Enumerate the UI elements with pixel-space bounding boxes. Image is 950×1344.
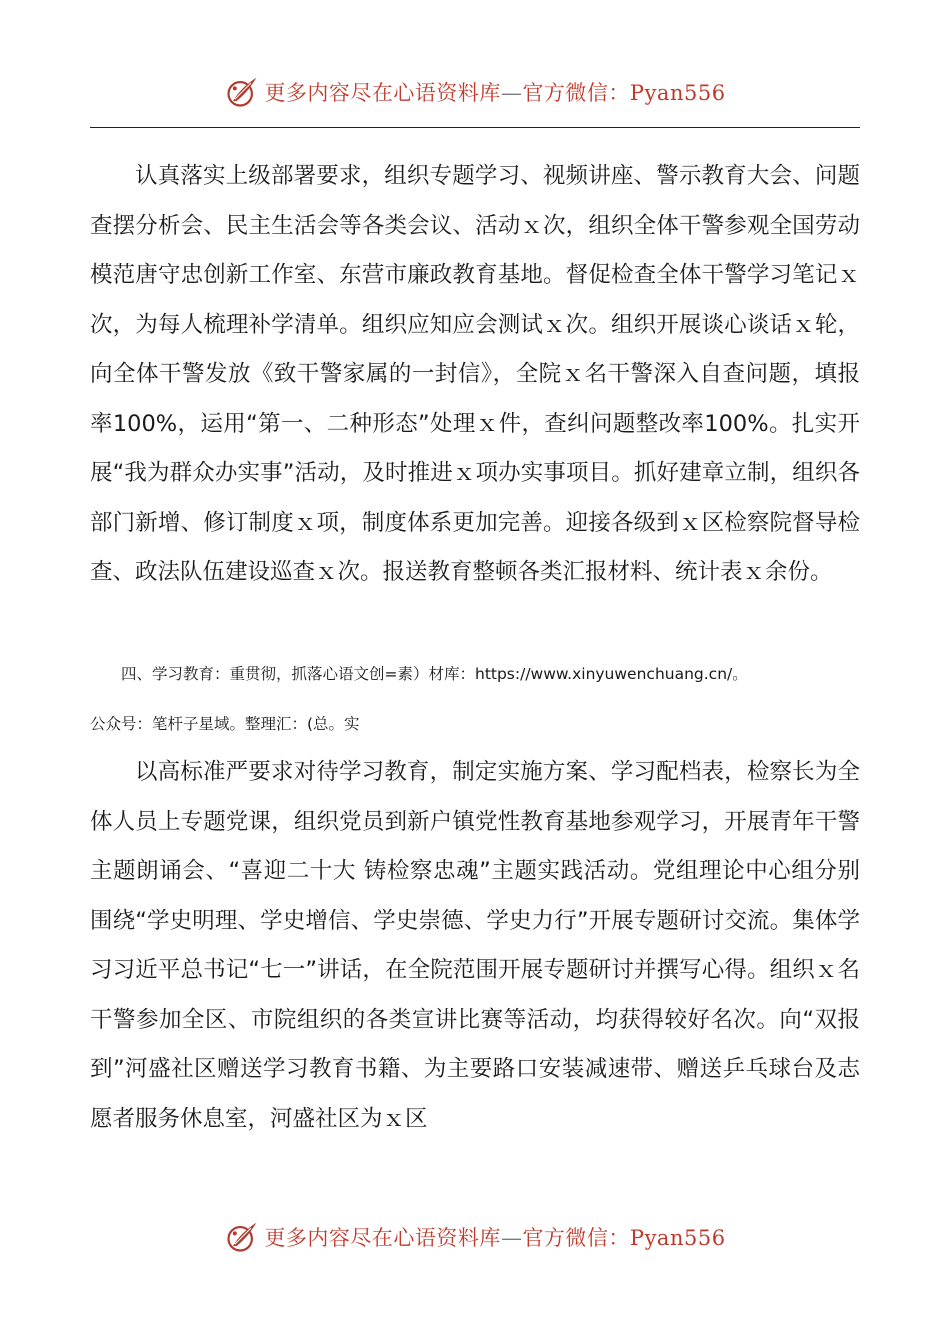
quill-logo-icon (224, 1219, 260, 1255)
header-banner (0, 72, 950, 112)
section-note-line-2: 公众号：笔杆子星域。整理汇：(总。实 (90, 715, 360, 733)
header-banner-text: 更多内容尽在心语资料库—官方微信：Pyan556 (264, 81, 726, 105)
body-paragraph-1: 认真落实上级部署要求，组织专题学习、视频讲座、警示教育大会、问题查摆分析会、民主生活会等各类会议、活动ｘ次，组织全体干警参观全国劳动模范唐守忠创新工作室、东营市廉政教育基地。督促检查全体干警学习笔记ｘ次，为每人梳理补学清单。组织应知应会测试ｘ次。组织开展谈心谈话ｘ轮，向全体干警发放《致干警家属的一封信》，全院ｘ名干警深入自查问题，填报率100%，运用“第一、二种形态”处理ｘ件，查纠问题整改率100%。扎实开展“我为群众办实事”活动，及时推进ｘ项办实事项目。抓好建章立制，组织各部门新增、修订制度ｘ项，制度体系更加完善。迎接各级到ｘ区检察院督导检查、政法队伍建设巡查ｘ次。报送教育整顿各类汇报材料、统计表ｘ余份。 (90, 163, 860, 585)
section-note-line-1: 四、学习教育：重贯彻，抓落心语文创=素）材库：https://www.xinyuwenchuang.cn/。 (121, 665, 748, 683)
quill-logo-icon (224, 74, 260, 110)
header-divider (90, 127, 860, 128)
body-paragraph-2: 以高标准严要求对待学习教育，制定实施方案、学习配档表，检察长为全体人员上专题党课，组织党员到新户镇党性教育基地参观学习，开展青年干警主题朗诵会、“喜迎二十大 铸检察忠魂”主题实践活动。党组理论中心组分别围绕“学史明理、学史增信、学史崇德、学史力行”开展专题研讨交流。集体学习习近平总书记“七一”讲话，在全院范围开展专题研讨并撰写心得。组织ｘ名干警参加全区、市院组织的各类宣讲比赛等活动，均获得较好名次。向“双报到”河盛社区赠送学习教育书籍、为主要路口安装减速带、赠送乒乓球台及志愿者服务休息室，河盛社区为ｘ区 (90, 759, 860, 1132)
footer-banner (0, 1217, 950, 1257)
footer-banner-text: 更多内容尽在心语资料库—官方微信：Pyan556 (264, 1226, 726, 1250)
